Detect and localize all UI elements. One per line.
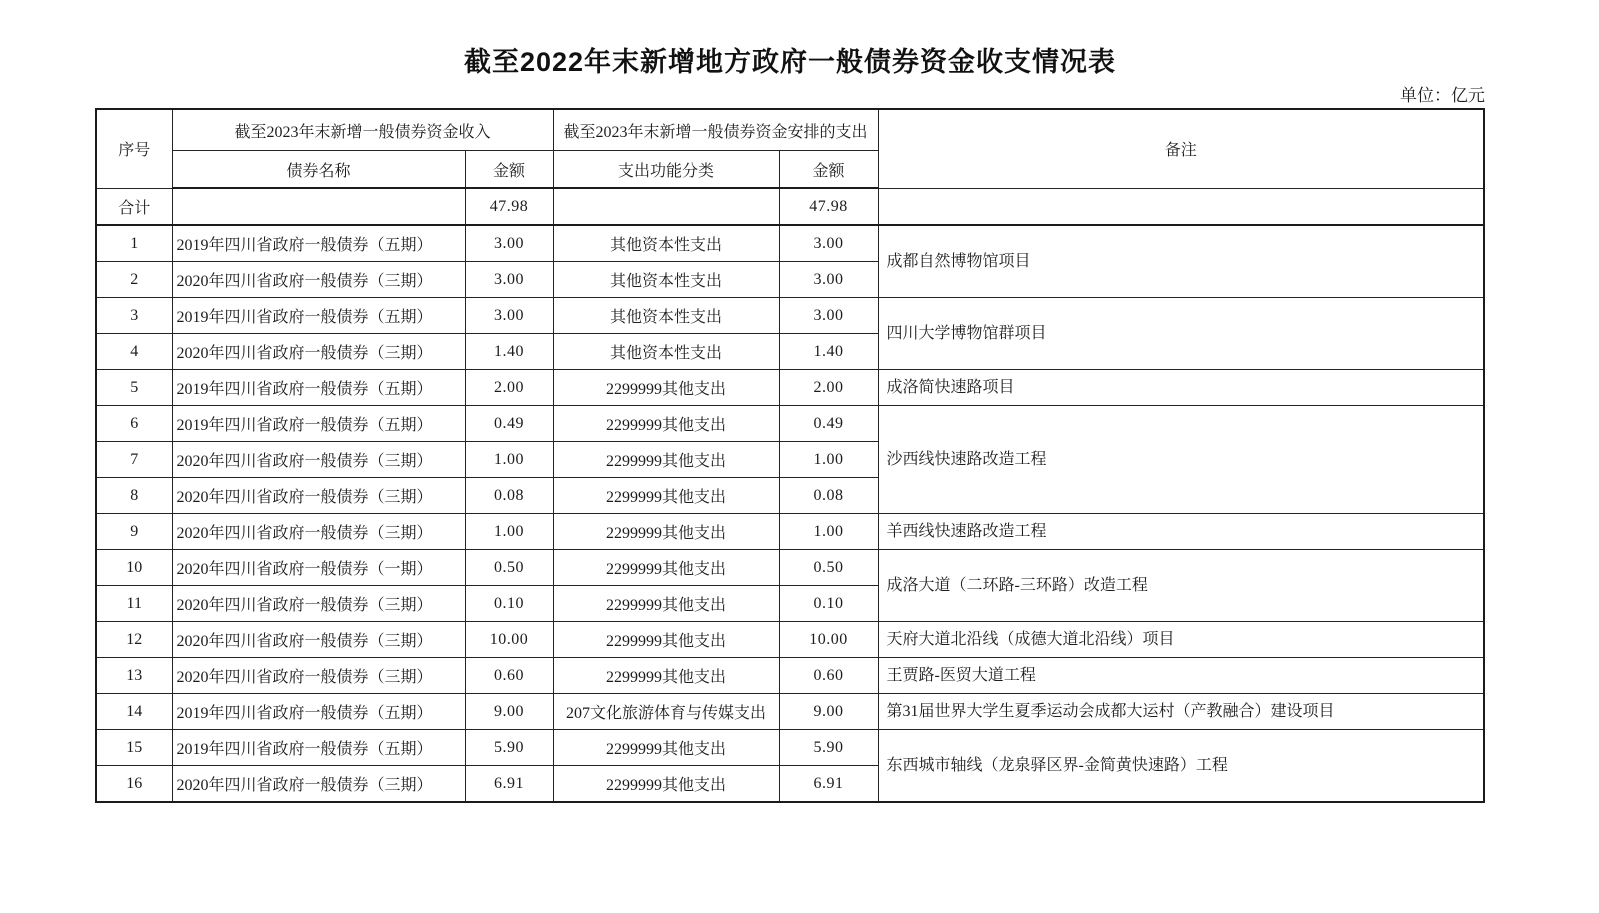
table-row bbox=[96, 225, 1484, 262]
row-expense-category: 207文化旅游体育与传媒支出 bbox=[553, 694, 779, 730]
row-expense-amount: 0.50 bbox=[779, 550, 878, 586]
row-serial: 6 bbox=[96, 406, 172, 442]
row-expense-category: 2299999其他支出 bbox=[553, 622, 779, 658]
row-expense-amount: 3.00 bbox=[779, 225, 878, 262]
row-expense-category: 2299999其他支出 bbox=[553, 658, 779, 694]
row-serial: 8 bbox=[96, 478, 172, 514]
table-row bbox=[96, 514, 1484, 550]
row-remark: 成都自然博物馆项目 bbox=[878, 225, 1484, 298]
row-income-amount: 1.00 bbox=[465, 514, 553, 550]
total-row bbox=[96, 188, 1484, 225]
unit-label: 单位：亿元 bbox=[1400, 86, 1485, 105]
row-serial: 3 bbox=[96, 298, 172, 334]
row-expense-category: 其他资本性支出 bbox=[553, 262, 779, 298]
row-remark: 成洛简快速路项目 bbox=[878, 370, 1484, 406]
row-bond-name: 2019年四川省政府一般债券（五期） bbox=[172, 730, 465, 766]
row-income-amount: 3.00 bbox=[465, 298, 553, 334]
header-row-groups bbox=[96, 109, 1484, 151]
row-expense-amount: 0.08 bbox=[779, 478, 878, 514]
table-row bbox=[96, 406, 1484, 442]
row-bond-name: 2020年四川省政府一般债券（三期） bbox=[172, 658, 465, 694]
row-expense-category: 其他资本性支出 bbox=[553, 225, 779, 262]
row-remark: 王贾路-医贸大道工程 bbox=[878, 658, 1484, 694]
total-income-amount: 47.98 bbox=[465, 188, 553, 225]
table-row bbox=[96, 370, 1484, 406]
table-row bbox=[96, 550, 1484, 586]
row-remark: 沙西线快速路改造工程 bbox=[878, 406, 1484, 514]
row-remark: 东西城市轴线（龙泉驿区界-金简黄快速路）工程 bbox=[878, 730, 1484, 803]
total-category-blank bbox=[553, 188, 779, 225]
row-expense-category: 2299999其他支出 bbox=[553, 478, 779, 514]
row-expense-amount: 3.00 bbox=[779, 262, 878, 298]
row-income-amount: 1.00 bbox=[465, 442, 553, 478]
col-header-serial: 序号 bbox=[96, 109, 172, 188]
row-serial: 14 bbox=[96, 694, 172, 730]
row-expense-amount: 1.00 bbox=[779, 514, 878, 550]
row-expense-amount: 10.00 bbox=[779, 622, 878, 658]
total-expense-amount: 47.98 bbox=[779, 188, 878, 225]
row-bond-name: 2019年四川省政府一般债券（五期） bbox=[172, 694, 465, 730]
row-expense-category: 2299999其他支出 bbox=[553, 370, 779, 406]
row-expense-amount: 5.90 bbox=[779, 730, 878, 766]
row-bond-name: 2020年四川省政府一般债券（一期） bbox=[172, 550, 465, 586]
row-expense-amount: 2.00 bbox=[779, 370, 878, 406]
row-income-amount: 10.00 bbox=[465, 622, 553, 658]
col-header-income-group: 截至2023年末新增一般债券资金收入 bbox=[172, 109, 553, 151]
row-serial: 5 bbox=[96, 370, 172, 406]
row-bond-name: 2019年四川省政府一般债券（五期） bbox=[172, 225, 465, 262]
row-bond-name: 2019年四川省政府一般债券（五期） bbox=[172, 298, 465, 334]
bond-funds-table bbox=[95, 108, 1485, 803]
row-expense-amount: 1.40 bbox=[779, 334, 878, 370]
table-body bbox=[96, 188, 1484, 802]
row-income-amount: 3.00 bbox=[465, 225, 553, 262]
row-bond-name: 2019年四川省政府一般债券（五期） bbox=[172, 406, 465, 442]
row-expense-category: 2299999其他支出 bbox=[553, 730, 779, 766]
col-header-expense-category: 支出功能分类 bbox=[553, 151, 779, 189]
row-expense-amount: 6.91 bbox=[779, 766, 878, 803]
row-expense-amount: 1.00 bbox=[779, 442, 878, 478]
row-income-amount: 5.90 bbox=[465, 730, 553, 766]
row-bond-name: 2020年四川省政府一般债券（三期） bbox=[172, 586, 465, 622]
row-expense-category: 2299999其他支出 bbox=[553, 766, 779, 803]
row-income-amount: 3.00 bbox=[465, 262, 553, 298]
table-row bbox=[96, 694, 1484, 730]
table-row bbox=[96, 622, 1484, 658]
row-expense-category: 其他资本性支出 bbox=[553, 334, 779, 370]
row-serial: 15 bbox=[96, 730, 172, 766]
row-expense-category: 2299999其他支出 bbox=[553, 406, 779, 442]
row-income-amount: 0.10 bbox=[465, 586, 553, 622]
row-expense-amount: 3.00 bbox=[779, 298, 878, 334]
row-remark: 羊西线快速路改造工程 bbox=[878, 514, 1484, 550]
table-row bbox=[96, 730, 1484, 766]
row-income-amount: 0.60 bbox=[465, 658, 553, 694]
row-income-amount: 6.91 bbox=[465, 766, 553, 803]
row-expense-category: 2299999其他支出 bbox=[553, 586, 779, 622]
row-remark: 四川大学博物馆群项目 bbox=[878, 298, 1484, 370]
row-serial: 13 bbox=[96, 658, 172, 694]
row-expense-category: 其他资本性支出 bbox=[553, 298, 779, 334]
row-remark: 成洛大道（二环路-三环路）改造工程 bbox=[878, 550, 1484, 622]
total-remark-blank bbox=[878, 188, 1484, 225]
row-bond-name: 2020年四川省政府一般债券（三期） bbox=[172, 442, 465, 478]
row-serial: 9 bbox=[96, 514, 172, 550]
row-expense-category: 2299999其他支出 bbox=[553, 550, 779, 586]
row-serial: 4 bbox=[96, 334, 172, 370]
row-bond-name: 2020年四川省政府一般债券（三期） bbox=[172, 262, 465, 298]
row-serial: 16 bbox=[96, 766, 172, 803]
row-serial: 11 bbox=[96, 586, 172, 622]
row-expense-amount: 0.49 bbox=[779, 406, 878, 442]
row-income-amount: 9.00 bbox=[465, 694, 553, 730]
row-income-amount: 0.49 bbox=[465, 406, 553, 442]
page-title: 截至2022年末新增地方政府一般债券资金收支情况表 bbox=[463, 47, 1117, 77]
col-header-bond-name: 债券名称 bbox=[172, 151, 465, 189]
row-serial: 12 bbox=[96, 622, 172, 658]
row-bond-name: 2020年四川省政府一般债券（三期） bbox=[172, 766, 465, 803]
row-bond-name: 2019年四川省政府一般债券（五期） bbox=[172, 370, 465, 406]
row-remark: 天府大道北沿线（成德大道北沿线）项目 bbox=[878, 622, 1484, 658]
row-expense-category: 2299999其他支出 bbox=[553, 514, 779, 550]
total-label: 合计 bbox=[96, 188, 172, 225]
table-header bbox=[96, 109, 1484, 188]
row-serial: 7 bbox=[96, 442, 172, 478]
row-bond-name: 2020年四川省政府一般债券（三期） bbox=[172, 622, 465, 658]
row-bond-name: 2020年四川省政府一般债券（三期） bbox=[172, 478, 465, 514]
row-serial: 1 bbox=[96, 225, 172, 262]
col-header-expense-amount: 金额 bbox=[779, 151, 878, 189]
row-income-amount: 0.50 bbox=[465, 550, 553, 586]
row-income-amount: 2.00 bbox=[465, 370, 553, 406]
row-serial: 10 bbox=[96, 550, 172, 586]
table-row bbox=[96, 658, 1484, 694]
col-header-expense-group: 截至2023年末新增一般债券资金安排的支出 bbox=[553, 109, 878, 151]
row-expense-amount: 9.00 bbox=[779, 694, 878, 730]
row-expense-amount: 0.10 bbox=[779, 586, 878, 622]
row-expense-category: 2299999其他支出 bbox=[553, 442, 779, 478]
row-income-amount: 1.40 bbox=[465, 334, 553, 370]
row-remark: 第31届世界大学生夏季运动会成都大运村（产教融合）建设项目 bbox=[878, 694, 1484, 730]
row-income-amount: 0.08 bbox=[465, 478, 553, 514]
row-expense-amount: 0.60 bbox=[779, 658, 878, 694]
total-bond-blank bbox=[172, 188, 465, 225]
row-bond-name: 2020年四川省政府一般债券（三期） bbox=[172, 514, 465, 550]
row-serial: 2 bbox=[96, 262, 172, 298]
row-bond-name: 2020年四川省政府一般债券（三期） bbox=[172, 334, 465, 370]
col-header-income-amount: 金额 bbox=[465, 151, 553, 189]
col-header-remark: 备注 bbox=[878, 109, 1484, 188]
table-row bbox=[96, 298, 1484, 334]
